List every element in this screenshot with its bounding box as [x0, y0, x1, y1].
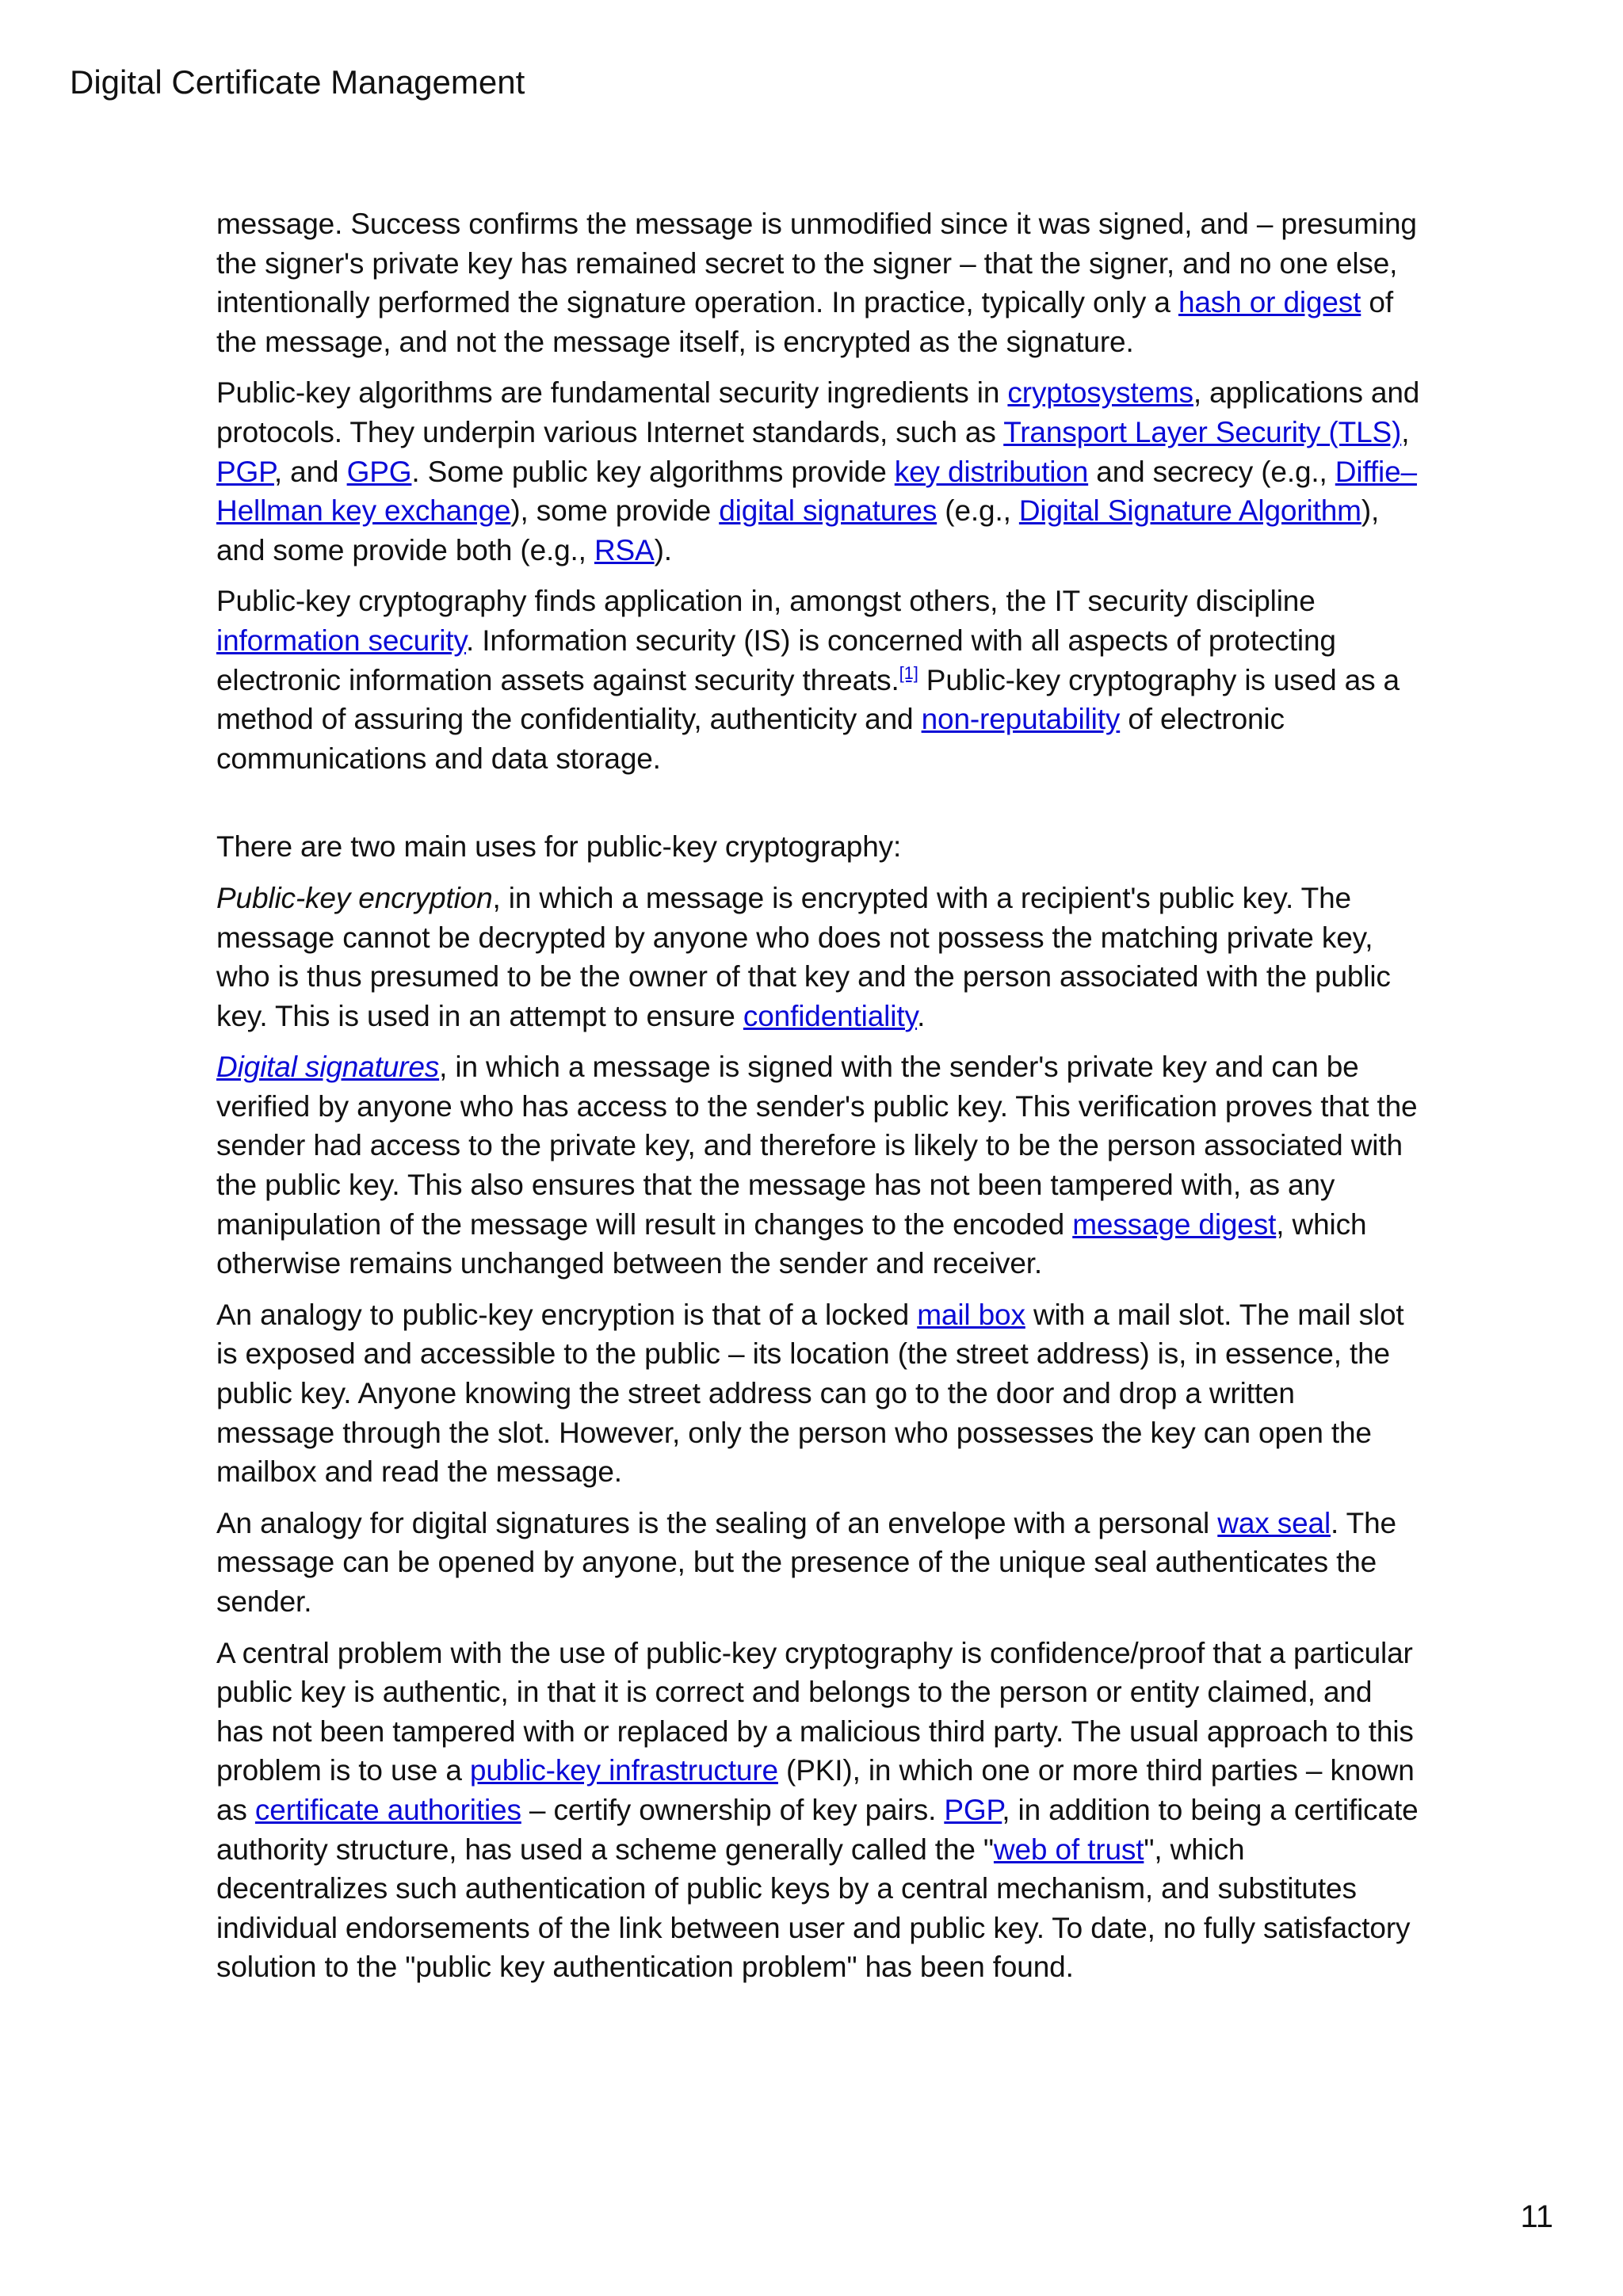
page-header-title: Digital Certificate Management — [70, 63, 525, 101]
link-web-of-trust[interactable]: web of trust — [993, 1833, 1144, 1866]
document-body — [216, 204, 1421, 1999]
paragraph-digital-signatures: Digital signatures, in which a message is signed with the sender's private key and can be verified by anyone who has access to the sender's public key. This verification proves that the sender had access to the private key, and therefore is likely to be the person associated with the public key. This also ensures that the message has not been tampered with, as any manipulation of the message will result in changes to the encoded message digest, which otherwise remains unchanged between the sender and receiver. — [216, 1051, 1418, 1280]
link-wax-seal[interactable]: wax seal — [1217, 1506, 1331, 1539]
paragraph-public-key-encryption: Public-key encryption, in which a message is encrypted with a recipient's public key. The message cannot be decrypted by anyone who does not possess the matching private key, who is thus presumed to be the owner of that key and the person associated with the public key. This is used in an attempt to ensure confidentiality. — [216, 881, 1391, 1032]
paragraph-two-main-uses: There are two main uses for public-key cryptography: — [216, 830, 902, 864]
link-confidentiality[interactable]: confidentiality — [743, 999, 918, 1032]
paragraph-signature-verification: message. Success confirms the message is unmodified since it was signed, and – presuming the signer's private key has remained secret to the signer – that the signer, and no one else, intentionally performed the signature operation. In practice, typically only a hash or digest of the message, and not the message itself, is encrypted as the signature. — [216, 208, 1417, 358]
link-diffie-hellman[interactable]: Diffie–Hellman key exchange — [216, 455, 1417, 528]
link-cryptosystems[interactable]: cryptosystems — [1007, 376, 1193, 410]
link-digital-signature-algorithm[interactable]: Digital Signature Algorithm — [1018, 494, 1361, 528]
link-public-key-infrastructure[interactable]: public-key infrastructure — [469, 1754, 778, 1787]
link-digital-signatures-term[interactable]: Digital signatures — [216, 1051, 440, 1084]
link-mail-box[interactable]: mail box — [917, 1298, 1025, 1331]
link-pgp-2[interactable]: PGP — [944, 1793, 1002, 1826]
paragraph-wax-seal-analogy: An analogy for digital signatures is the sealing of an envelope with a personal wax seal. The message can be opened by anyone, but the presence of the unique seal authenticates the sender. — [216, 1506, 1396, 1618]
link-pgp[interactable]: PGP — [216, 455, 274, 488]
link-information-security[interactable]: information security — [216, 624, 467, 657]
term-public-key-encryption: Public-key encryption — [216, 881, 493, 914]
paragraph-mailbox-analogy: An analogy to public-key encryption is that of a locked mail box with a mail slot. The mail slot is exposed and accessible to the public – its location (the street address) is, in essence, the public key. Anyone knowing the street address can go to the door and drop a written message through the slot. However, only the person who possesses the key can open the mailbox and read the message. — [216, 1298, 1404, 1489]
link-key-distribution[interactable]: key distribution — [894, 455, 1089, 488]
link-certificate-authorities[interactable]: certificate authorities — [254, 1793, 521, 1826]
paragraph-authentication-problem: A central problem with the use of public-key cryptography is confidence/proof that a particular public key is authentic, in that it is correct and belongs to the person or entity claimed, and has not been tampered with or replaced by a malicious third party. The usual approach to this problem is to use a public-key infrastructure (PKI), in which one or more third parties – known as certificate authorities – certify ownership of key pairs. PGP, in addition to being a certificate authority structure, has used a scheme generally called the "web of trust", which decentralizes such authentication of public keys by a central mechanism, and substitutes individual endorsements of the link between user and public key. To date, no fully satisfactory solution to the "public key authentication problem" has been found. — [216, 1636, 1419, 1984]
paragraph-information-security: Public-key cryptography finds application in, amongst others, the IT security discipline information security. Information security (IS) is concerned with all aspects of protecting electronic information assets against security threats.[1] Public-key cryptography is used as a method of assuring the confidentiality, authenticity and non-reputability of electronic communications and data storage. — [216, 585, 1400, 775]
link-gpg[interactable]: GPG — [346, 455, 412, 488]
page-number: 11 — [1520, 2199, 1553, 2234]
paragraph-public-key-algorithms: Public-key algorithms are fundamental security ingredients in cryptosystems, applications and protocols. They underpin various Internet standards, such as Transport Layer Security (TLS), PGP, and GPG. Some public key algorithms provide key distribution and secrecy (e.g., Diffie–Hellman key exchange), some provide digital signatures (e.g., Digital Signature Algorithm), and some provide both (e.g., RSA). — [216, 376, 1420, 566]
link-hash-or-digest[interactable]: hash or digest — [1178, 286, 1361, 319]
link-message-digest[interactable]: message digest — [1072, 1207, 1277, 1241]
link-transport-layer-security[interactable]: Transport Layer Security (TLS) — [1003, 415, 1402, 448]
link-rsa[interactable]: RSA — [594, 533, 655, 566]
footnote-ref-1[interactable]: [1] — [899, 662, 918, 683]
link-digital-signatures[interactable]: digital signatures — [719, 494, 938, 528]
link-non-reputability[interactable]: non-reputability — [921, 703, 1121, 736]
